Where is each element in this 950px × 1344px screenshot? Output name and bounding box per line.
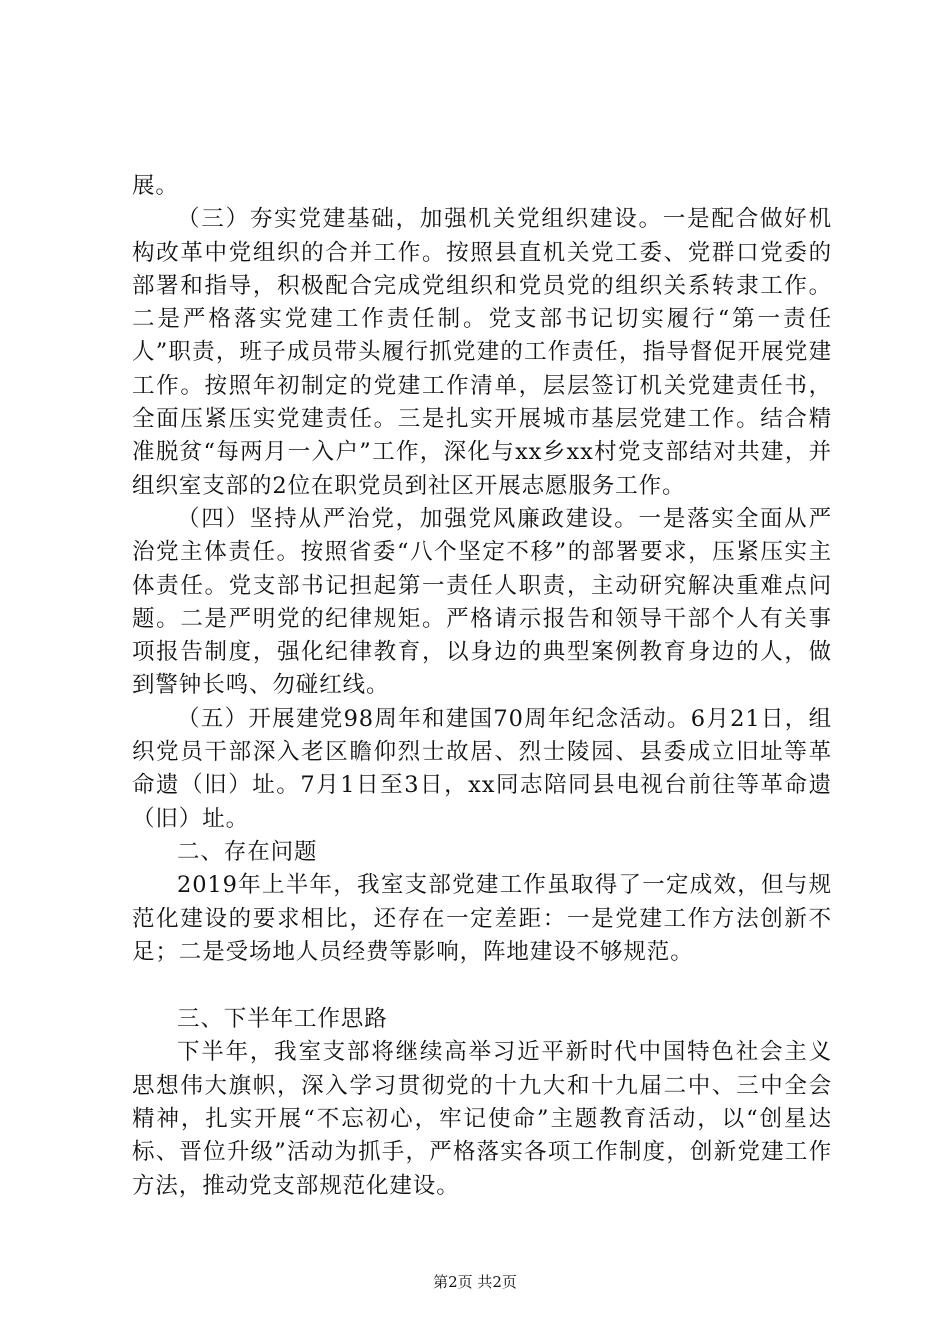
- paragraph-section-5: （五）开展建党98周年和建国70周年纪念活动。6月21日，组织党员干部深入老区瞻仰烈士故居、烈士陵园、县委成立旧址等革命遗（旧）址。7月1日至3日，xx同志陪同县电视台前往等革命遗（旧）址。: [132, 705, 832, 832]
- paragraph-section-4: （四）坚持从严治党，加强党风廉政建设。一是落实全面从严治党主体责任。按照省委“八个坚定不移”的部署要求，压紧压实主体责任。党支部书记担起第一责任人职责，主动研究解决重难点问题。二是严明党的纪律规矩。严格请示报告和领导干部个人有关事项报告制度，强化纪律教育，以身边的典型案例教育身边的人，做到警钟长鸣、勿碰红线。: [132, 505, 832, 699]
- page-number: 第2页 共2页: [433, 1273, 517, 1291]
- heading-next-half-plan: 三、下半年工作思路: [177, 1006, 388, 1033]
- page-footer: [0, 1272, 950, 1292]
- paragraph-continuation: 展。: [132, 173, 179, 199]
- paragraph-section-3: （三）夯实党建基础，加强机关党组织建设。一是配合做好机构改革中党组织的合并工作。按照县直机关党工委、党群口党委的部署和指导，积极配合完成党组织和党员党的组织关系转隶工作。二是严格落实党建工作责任制。党支部书记切实履行“第一责任人”职责，班子成员带头履行抓党建的工作责任，指导督促开展党建工作。按照年初制定的党建工作清单，层层签订机关党建责任书，全面压紧压实党建责任。三是扎实开展城市基层党建工作。结合精准脱贫“每两月一入户”工作，深化与xx乡xx村党支部结对共建，并组织室支部的2位在职党员到社区开展志愿服务工作。: [132, 206, 832, 499]
- paragraph-next-half-plan: 下半年，我室支部将继续高举习近平新时代中国特色社会主义思想伟大旗帜，深入学习贯彻党的十九大和十九届二中、三中全会精神，扎实开展“不忘初心，牢记使命”主题教育活动，以“创星达标、晋位升级”活动为抓手，严格落实各项工作制度，创新党建工作方法，推动党支部规范化建设。: [132, 1039, 832, 1199]
- paragraph-gap: [132, 969, 832, 1003]
- document-body: [132, 170, 832, 1203]
- heading-existing-problems: 二、存在问题: [177, 838, 318, 865]
- paragraph-problems: 2019年上半年，我室支部党建工作虽取得了一定成效，但与规范化建设的要求相比，还存在一定差距：一是党建工作方法创新不足；二是受场地人员经费等影响，阵地建设不够规范。: [132, 872, 832, 965]
